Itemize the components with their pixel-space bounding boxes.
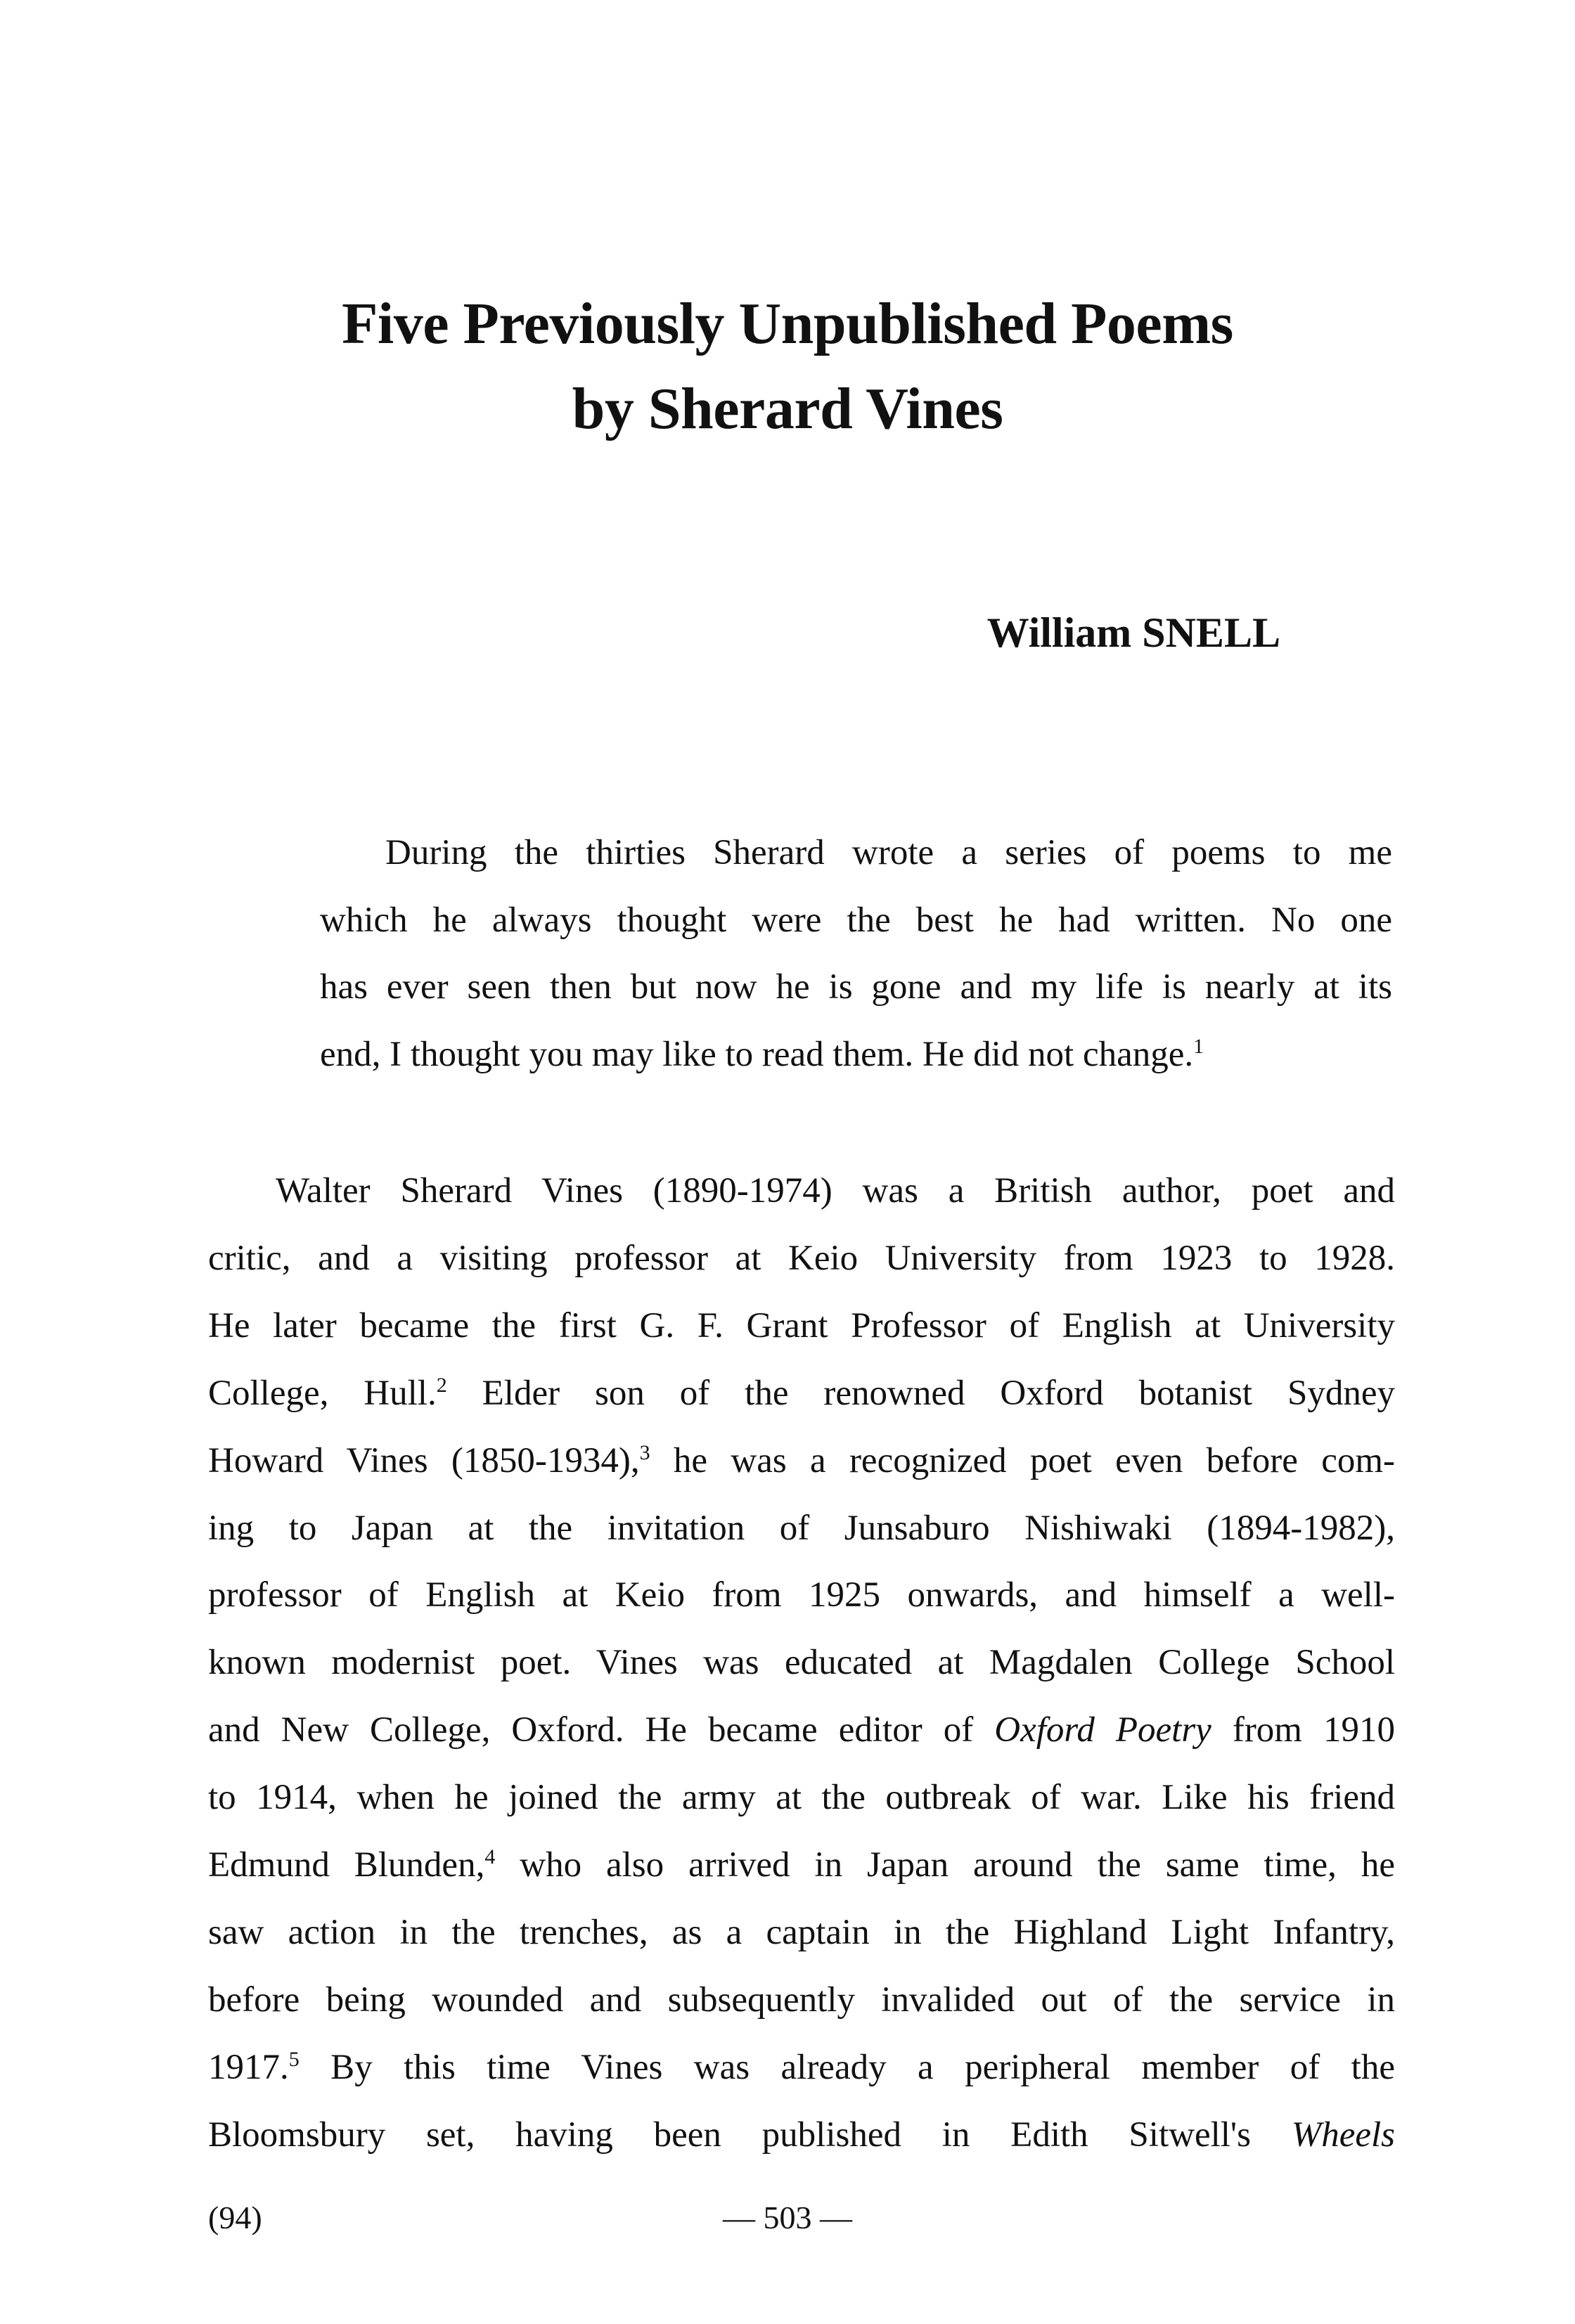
body-line <box>208 2034 1395 2101</box>
text-segment: Walter Sherard Vines (1890-1974) was a British author, poet and <box>276 1171 1395 1211</box>
text-segment: and New College, Oxford. He became editor of <box>208 1710 995 1750</box>
author-name: William SNELL <box>986 609 1280 656</box>
text-segment: saw action in the trenches, as a captain in the Highland Light Infantry, <box>208 1912 1395 1952</box>
text-segment: 1917. <box>208 2047 289 2087</box>
body-line <box>208 1360 1395 1427</box>
body-line <box>208 1292 1395 1360</box>
footnote-marker: 4 <box>484 1845 496 1868</box>
epigraph-line <box>320 1021 1392 1088</box>
text-segment: has ever seen then but now he is gone and my life is nearly at its <box>320 967 1392 1007</box>
text-segment: College, Hull. <box>208 1373 437 1413</box>
footnote-marker: 3 <box>639 1440 650 1464</box>
body-line <box>208 1629 1395 1696</box>
body-line <box>208 1899 1395 1966</box>
italic-title: Oxford Poetry <box>994 1710 1211 1750</box>
epigraph-line <box>385 819 1392 886</box>
text-segment: ing to Japan at the invitation of Junsaburo Nishiwaki (1894-1982), <box>208 1508 1395 1548</box>
text-segment: end, I thought you may like to read them. He did not change. <box>320 1034 1194 1074</box>
text-segment: Edmund Blunden, <box>208 1845 485 1885</box>
text-segment: before being wounded and subsequently invalided out of the service in <box>208 1980 1395 2020</box>
body-line <box>208 1427 1395 1495</box>
footnote-marker: 5 <box>288 2047 300 2071</box>
text-segment: to 1914, when he joined the army at the outbreak of war. Like his friend <box>208 1778 1395 1818</box>
text-segment: Bloomsbury set, having been published in Edith Sitwell's <box>208 2115 1292 2155</box>
body-line <box>208 2101 1395 2169</box>
footnote-marker: 1 <box>1193 1034 1204 1058</box>
text-segment: By this time Vines was already a peripheral member of the <box>299 2047 1395 2087</box>
page-number-center: — 503 — <box>723 2200 852 2235</box>
text-segment: critic, and a visiting professor at Keio University from 1923 to 1928. <box>208 1238 1395 1278</box>
text-segment: He later became the first G. F. Grant Professor of English at University <box>208 1305 1395 1345</box>
text-segment: known modernist poet. Vines was educated at Magdalen College School <box>208 1643 1395 1683</box>
footnote-marker: 2 <box>436 1373 447 1397</box>
body-line <box>208 1831 1395 1899</box>
epigraph-line <box>320 886 1392 954</box>
italic-title: Wheels <box>1291 2115 1395 2155</box>
body-line <box>208 1764 1395 1831</box>
body-line <box>208 1966 1395 2034</box>
text-segment: During the thirties Sherard wrote a series of poems to me <box>385 833 1392 872</box>
body-line <box>208 1696 1395 1764</box>
body-line <box>208 1495 1395 1562</box>
text-segment: Elder son of the renowned Oxford botanist Sydney <box>446 1373 1395 1413</box>
text-segment: he was a recognized poet even before com- <box>650 1440 1395 1480</box>
text-segment: Howard Vines (1850-1934), <box>208 1440 640 1480</box>
text-segment: professor of English at Keio from 1925 onwards, and himself a well- <box>208 1575 1395 1615</box>
page-number-left: (94) <box>208 2200 262 2235</box>
body-line <box>208 1561 1395 1629</box>
title-line-2: by Sherard Vines <box>572 376 1003 441</box>
text-segment: from 1910 <box>1211 1710 1396 1750</box>
title-line-1: Five Previously Unpublished Poems <box>342 291 1233 356</box>
text-segment: which he always thought were the best he had written. No one <box>320 900 1392 940</box>
body-line <box>276 1157 1395 1225</box>
text-segment: who also arrived in Japan around the same time, he <box>495 1845 1395 1885</box>
body-line <box>208 1225 1395 1292</box>
epigraph-line <box>320 953 1392 1021</box>
